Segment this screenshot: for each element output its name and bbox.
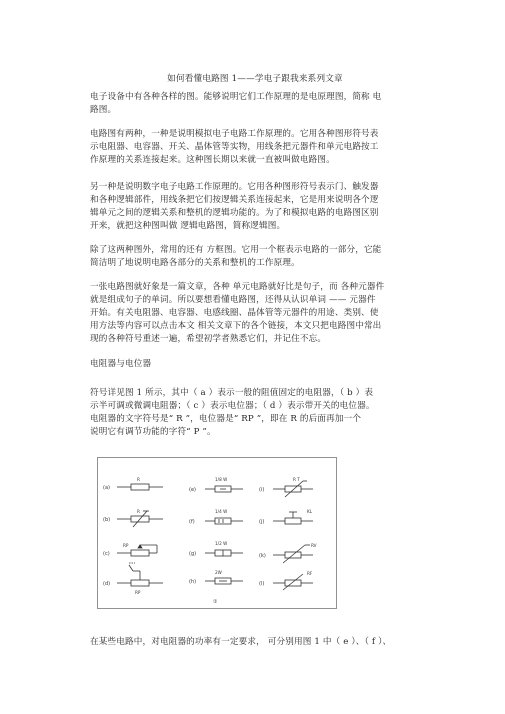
rating-e: 1/8 W [215, 477, 228, 482]
section-heading [90, 358, 428, 371]
text-line: 示半可调或微调电阻器；（ c ）表示电位器；（ d ）表示带开关的电位器。 [90, 400, 375, 411]
label-d: (d) [103, 581, 111, 587]
label-f: (f) [189, 519, 195, 525]
symbol-rv: RV [311, 543, 317, 548]
label-g: (g) [189, 551, 197, 557]
paragraph-power-rating [90, 636, 428, 649]
page-title: 如何看懂电路图 1——学电子跟我来系列文章 [167, 74, 343, 84]
text-line: 开来，就把这种图叫做 逻辑电路图，简称逻辑图。 [90, 220, 286, 231]
rating-h: 2W [215, 570, 222, 575]
text-line: 电阻器的文字符号是“ R ”，电位器是“ RP ”，即在 R 的后面再加一个 [90, 413, 362, 424]
text-line: 除了这两种图外，常用的还有 方框图。它用一个框表示电路的一部分，它能 [90, 245, 382, 255]
symbol-rp-d: RP [135, 590, 141, 595]
text-line: 现的各种符号重述一遍，希望初学者熟悉它们，并记住不忘。 [90, 333, 327, 344]
paragraph-circuit-types [90, 128, 428, 167]
symbol-rt: R T [293, 477, 300, 482]
text-line: 简洁明了地说明电路各部分的关系和整机的工作原理。 [90, 257, 300, 268]
resistor-symbols-figure [97, 457, 337, 609]
symbol-kl: KL [307, 509, 313, 514]
text-line: 一张电路图就好象是一篇文章，各种 单元电路就好比是句子，而 各种元器件 [90, 282, 385, 292]
text-line: 说明它有调节功能的字符“ P ”。 [90, 426, 216, 437]
symbol-rp-c: RP [123, 543, 129, 548]
text-line: 辑单元之间的逻辑关系和整机的逻辑功能的。为了和模拟电路的电路图区别 [90, 207, 379, 218]
label-a: (a) [103, 485, 110, 491]
rating-f: 1/4 W [215, 509, 228, 514]
paragraph-analogy [90, 281, 428, 346]
text-line: 示电阻器、电容器、开关、晶体管等实物，用线条把元器件和单元电路按工 [90, 141, 379, 152]
text-line: 开始。有关电阻器、电容器、电感线圈、晶体管等元器件的用途、类别、使 [90, 307, 379, 318]
heading-resistors: 电阻器与电位器 [90, 359, 152, 369]
text-line: 电路图有两种，一种是说明模拟电子电路工作原理的。它用各种图形符号表 [90, 129, 379, 139]
text-line: 就是组成句子的单词。所以要想看懂电路图，还得从认识单词 —— 元器件 [90, 294, 376, 305]
label-c: (c) [103, 551, 110, 557]
rating-g: 1/2 W [215, 541, 228, 546]
paragraph-intro [90, 91, 428, 117]
text-line: 路图。 [90, 104, 117, 115]
text-line: 用方法等内容可以点击本文 相关文章下的各个链接，本文只把电路图中常出 [90, 320, 382, 331]
label-h: (h) [189, 579, 197, 585]
label-l: (l) [259, 581, 265, 587]
text-line: 另一种是说明数字电子电路工作原理的。它用各种图形符号表示门、触发器 [90, 182, 379, 192]
paragraph-block-diagram [90, 244, 428, 270]
symbol-rf: RF [307, 571, 313, 576]
text-line: 符号详见图 1 所示，其中（ a ）表示一般的阻值固定的电阻器，（ b ）表 [90, 388, 374, 398]
label-e: (e) [189, 487, 196, 493]
label-i: (i) [259, 487, 265, 493]
text-line: 作原理的关系连接起来。这种图长期以来就一直被叫做电路图。 [90, 154, 335, 165]
symbol-r-b: R [137, 509, 140, 514]
label-j: (j) [259, 519, 265, 525]
figure-1-svg [97, 457, 337, 609]
paragraph-resistor-symbols [90, 387, 428, 439]
paragraph-logic-diagram [90, 181, 428, 233]
symbol-r-a: R [137, 477, 140, 482]
label-b: (b) [103, 517, 111, 523]
text-line: 在某些电路中，对电阻器的功率有一定要求， 可分别用图 1 中（ e ）、（ f ）、 [90, 637, 392, 647]
text-line: 电子设备中有各种各样的图。能够说明它们工作原理的是电原理图，简称 电 [90, 92, 382, 102]
label-k: (k) [259, 553, 266, 559]
figure-caption: ① [213, 599, 218, 605]
text-line: 和各种逻辑部件，用线条把它们按逻辑关系连接起来，它是用来说明各个逻 [90, 194, 379, 205]
